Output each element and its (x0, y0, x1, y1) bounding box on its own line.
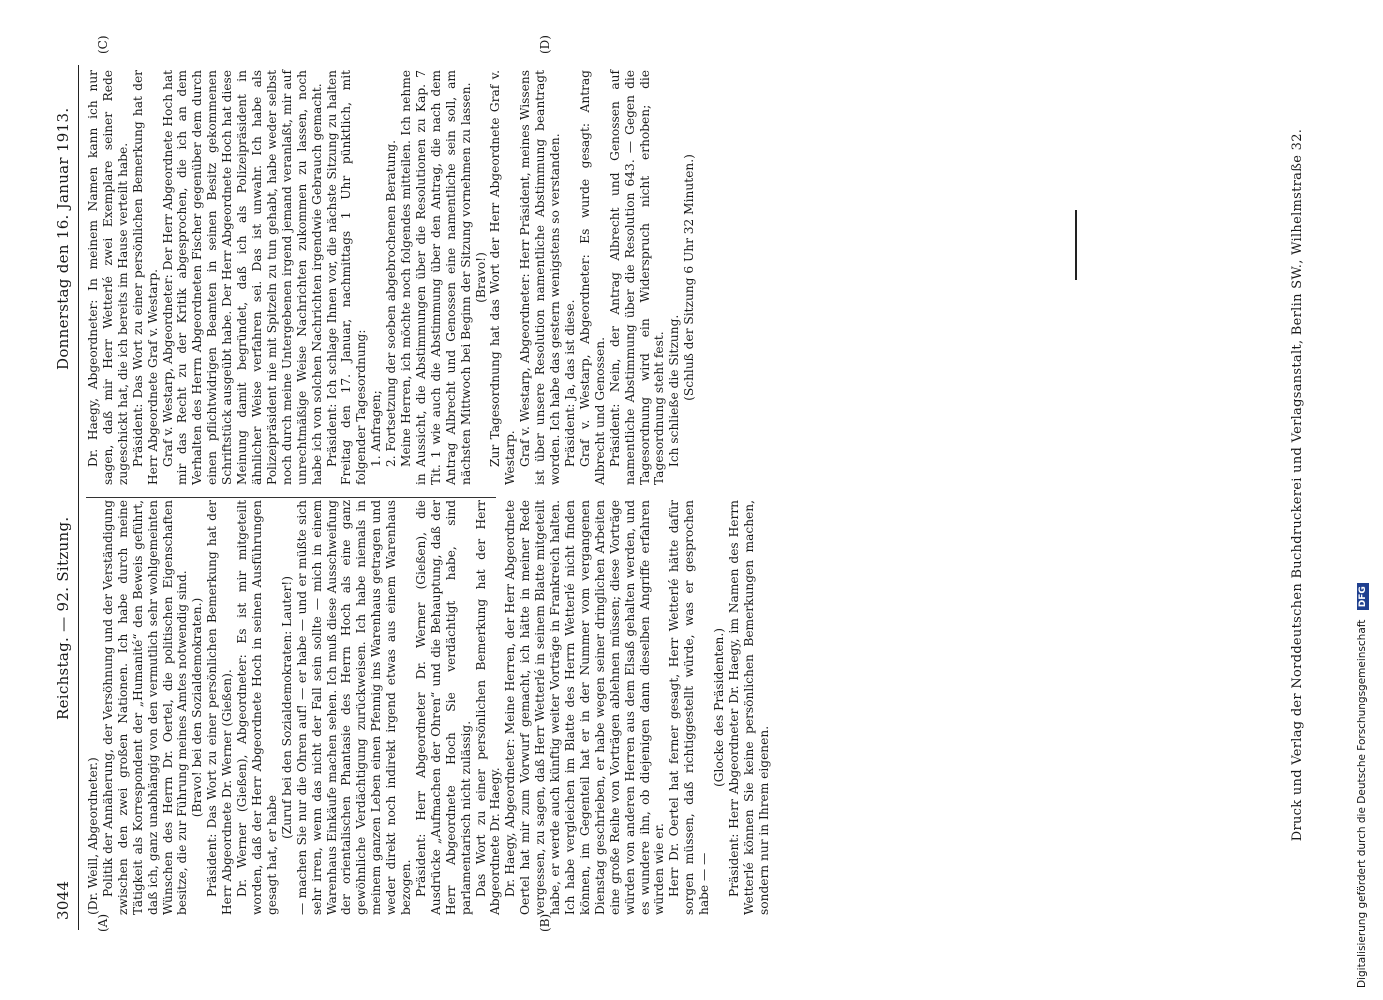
margin-marker-c: (C) (96, 35, 110, 54)
interjection: (Bravo! bei den Sozialdemokraten.) (190, 597, 205, 818)
paragraph: — machen Sie nur die Ohren auf! — er habe — und er müßte sich sehr irren, wenn das nicht der Fall sein sollte — mich in einem Warenhaus Einkäufe machen sehen. Ich muß diese Ausschweifung der orientalischen Phantasie des Herrn Hoch als eine ganz gewöhnliche Verdächtigung zurückweisen. Ich habe niemals in meinem ganzen Leben einen Pfennig ins Warenhaus getragen und weder direkt noch indirekt irgend etwas aus einem Warenhaus bezogen. (294, 500, 414, 915)
end-rule (1075, 210, 1077, 280)
margin-marker-b: (B) (538, 913, 552, 932)
header-date: Donnerstag den 16. Januar 1913. (54, 107, 72, 370)
paragraph: Präsident: Ja, das ist diese. (563, 299, 577, 467)
paragraph: Das Wort zu einer persönlichen Bemerkung hat der Herr Abgeordnete Dr. Haegy. (473, 500, 503, 915)
page-number: 3044 (54, 880, 72, 920)
column-divider (86, 497, 496, 498)
interjection: (Bravo!) (473, 252, 488, 303)
paragraph: Dr. Haegy, Abgeordneter: In meinem Namen kann ich nur sagen, daß mir Herr Wetterlé zwei Exemplare seiner Rede zugeschickt hat, die ich bereits im Hause verteilt habe. (86, 70, 130, 485)
left-column (86, 500, 772, 915)
paragraph: Dr. Werner (Gießen), Abgeordneter: Es ist mir mitgeteilt worden, daß der Herr Abgeordnete Hoch in seinen Ausführungen gesagt hat, er habe (235, 500, 279, 915)
paragraph: Graf v. Westarp, Abgeordneter: Herr Präsident, meines Wissens ist über unsere Resolution namentliche Abstimmung beantragt worden. Ich habe das gestern wenigstens so verstanden. (518, 70, 563, 485)
interjection: (Zuruf bei den Sozialdemokraten: Lauter!) (279, 576, 294, 839)
paragraph: Präsident: Nein, der Antrag Albrecht und Genossen auf namentliche Abstimmung über die Resolution 643. — Gegen die Tagesordnung wird ein Widerspruch nicht erhoben; die Tagesordnung steht fest. (607, 70, 667, 485)
paragraph: Präsident: Das Wort zu einer persönlichen Bemerkung hat der Herr Abgeordnete Graf v. Westarp. (130, 70, 160, 485)
paragraph: Zur Tagesordnung hat das Wort der Herr Abgeordnete Graf v. Westarp. (488, 70, 518, 485)
interjection: (Glocke des Präsidenten.) (712, 627, 727, 788)
paragraph: Ich schließe die Sitzung. (667, 314, 682, 467)
margin-marker-d: (D) (538, 35, 552, 54)
paragraph: Herr Dr. Oertel hat ferner gesagt, Herr Wetterlé hätte dafür sorgen müssen, daß richtiggestellt würde, was er gesprochen habe — — (667, 500, 712, 915)
paragraph: Dr. Haegy, Abgeordneter: Meine Herren, der Herr Abgeordnete Oertel hat mir zum Vorwurf gemacht, ich hätte in meiner Rede vergessen, zu sagen, daß Herr Wetterlé in seinem Blatte mitgeteilt habe, er werde auch künftig weiter Vorträge in Frankreich halten. Ich habe vergleichen im Blatte des Herrn Wetterlé nicht finden können, im Gegenteil hat er in der Nummer vom vergangenen Dienstag geschrieben, er habe wegen seiner dringlichen Arbeiten eine große Reihe von Vorträgen ablehnen müssen; diese Vorträge würden von anderen Herren aus dem Elsaß gehalten werden, und es wundere ihn, ob diejenigen dann dieselben Angriffe erfahren würden wie er. (503, 500, 667, 915)
paragraph: Graf v. Westarp, Abgeordneter: Es wurde gesagt: Antrag Albrecht und Genossen. (577, 70, 607, 485)
paragraph: Graf v. Westarp, Abgeordneter: Der Herr Abgeordnete Hoch hat mir das Recht zu der Kritik abgesprochen, die ich an dem Verhalten des Herrn Abgeordneten Fischer gegenüber dem durch einen pflichtwidrigen Beamten in seinen Besitz gekommenen Schriftstück ausgeübt habe. Der Herr Abgeordnete Hoch hat diese Meinung damit begründet, daß ich als Polizeipräsident in ähnlicher Weise verfahren sei. Das ist unwahr. Ich habe als Polizeipräsident nie mit Spitzeln zu tun gehabt, habe weder selbst noch durch meine Untergebenen irgend jemand veranlaßt, mir auf unrechtmäßige Weise Nachrichten zukommen zu lassen, noch habe ich von solchen Nachrichten irgendwie Gebrauch gemacht. (160, 70, 324, 485)
paragraph: Meine Herren, ich möchte noch folgendes mitteilen. Ich nehme in Aussicht, die Abstimmungen über die Resolutionen zu Kap. 7 Tit. 1 wie auch die Abstimmung über den Antrag, die nach dem Antrag Albrecht und Genossen eine namentliche sein soll, am nächsten Mittwoch bei Beginn der Sitzung vornehmen zu lassen. (399, 70, 473, 485)
agenda-item: 2. Fortsetzung der soeben abgebrochenen Beratung. (384, 139, 399, 467)
paragraph: Präsident: Herr Abgeordneter Dr. Werner (Gießen), die Ausdrücke „Aufmachen der Ohren“ und die Behauptung, daß der Herr Abgeordnete Hoch Sie verdächtigt habe, sind parlamentarisch nicht zulässig. (413, 500, 473, 915)
margin-marker-a: (A) (96, 913, 110, 932)
header-title: Reichstag. — 92. Sitzung. (54, 516, 72, 720)
printer-footer: Druck und Verlag der Norddeutschen Buchdruckerei und Verlagsanstalt, Berlin SW., Wilhelmstraße 32. (1290, 128, 1305, 842)
agenda-item: 1. Anfragen; (369, 390, 384, 467)
paragraph: Präsident: Ich schlage Ihnen vor, die nächste Sitzung zu halten Freitag den 17. Januar, nachmittags 1 Uhr pünktlich, mit folgender Tagesordnung: (324, 70, 369, 485)
dfg-text: Digitalisierung gefördert durch die Deutsche Forschungsgemeinschaft (1356, 619, 1368, 988)
page-header (52, 65, 79, 930)
right-column (86, 70, 697, 485)
paragraph: Präsident: Herr Abgeordneter Dr. Haegy, im Namen des Herrn Wetterlé können Sie keine persönlichen Bemerkungen machen, sondern nur in Ihrem eigenen. (726, 500, 771, 915)
speaker-continuation: (Dr. Weill, Abgeordneter.) (86, 757, 100, 915)
dfg-logo: DFG (1357, 583, 1369, 610)
paragraph: Politik der Annäherung, der Versöhnung und der Verständigung zwischen den zwei großen Nationen. Ich habe durch meine Tätigkeit als Korrespondent der „Humanité“ den Beweis geführt, daß ich, ganz unabhängig von den vermutlich sehr wohlgemeinten Wünschen des Herrn Dr. Oertel, die politischen Eigenschaften besitze, die zur Führung meines Amtes notwendig sind. (100, 500, 190, 915)
paragraph: Präsident: Das Wort zu einer persönlichen Bemerkung hat der Herr Abgeordnete Dr. Werner (Gießen). (205, 500, 235, 915)
closing-note: (Schluß der Sitzung 6 Uhr 32 Minuten.) (682, 154, 697, 401)
digitization-note (1356, 8, 1369, 988)
